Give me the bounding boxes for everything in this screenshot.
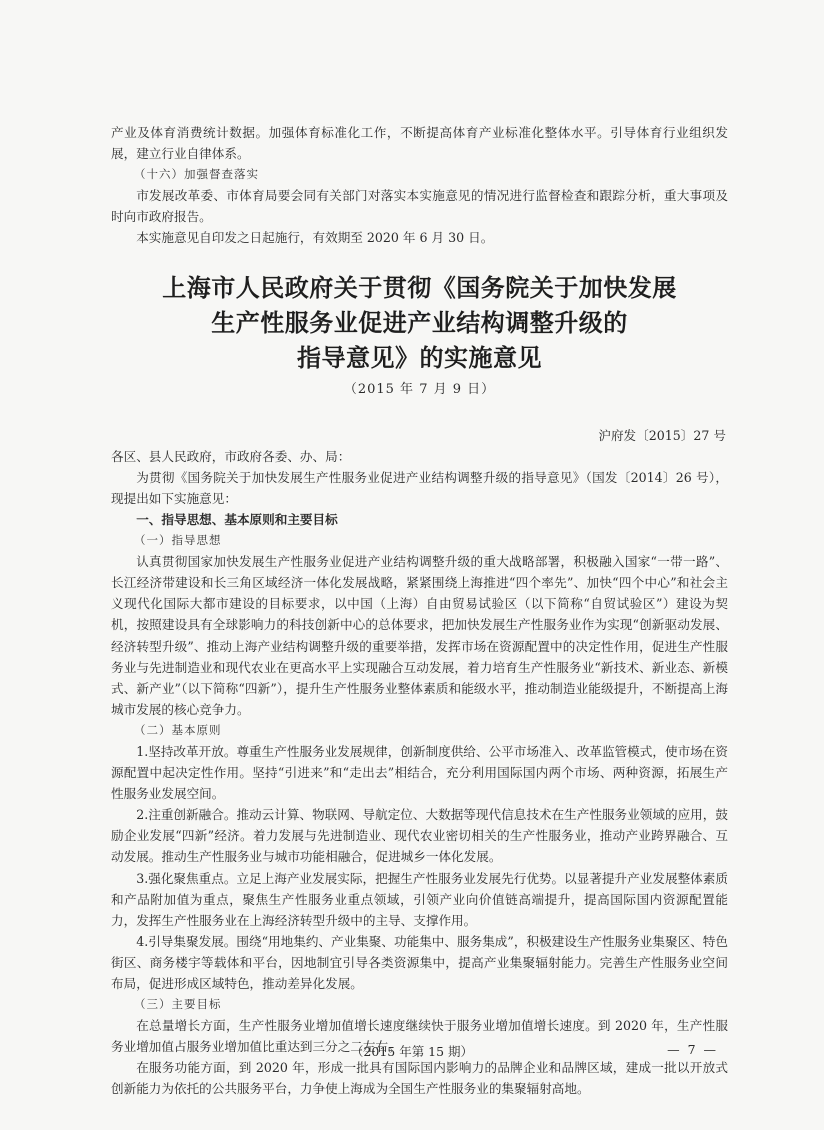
subsection-heading: （一）指导思想 <box>134 533 222 548</box>
intro-paragraph: 市发展改革委、市体育局要会同有关部门对落实本实施意见的情况进行监督检查和跟踪分析，重大事项及时向市政府报告。 <box>111 188 728 225</box>
preamble-paragraph: 为贯彻《国务院关于加快发展生产性服务业促进产业结构调整升级的指导意见》（国发〔2014〕26 号），现提出如下实施意见： <box>111 469 728 506</box>
title-date: （2015 年 7 月 9 日） <box>343 381 496 397</box>
goal-paragraph: 在总量增长方面，生产性服务业增加值增长速度继续快于服务业增加值增长速度。到 2020 年，生产性服务业增加值占服务业增加值比重达到三分之二左右。 <box>111 1018 728 1055</box>
page-footer <box>0 1042 824 1062</box>
document-title <box>111 271 728 400</box>
principle-paragraph: 1.坚持改革开放。尊重生产性服务业发展规律，创新制度供给、公平市场准入、改革监管模式，使市场在资源配置中起决定性作用。坚持“引进来”和“走出去”相结合，充分利用国际国内两个市场、两种资源，拓展生产性服务业发展空间。 <box>111 743 728 802</box>
document-number: 沪府发〔2015〕27 号 <box>598 427 726 443</box>
subsection-heading: （二）基本原则 <box>134 722 222 737</box>
page-number: — 7 — <box>667 1042 718 1057</box>
issue-number: （2015 年第 15 期） <box>350 1044 474 1059</box>
principle-paragraph: 3.强化聚焦重点。立足上海产业发展实际，把握生产性服务业发展先行优势。以显著提升产业发展整体素质和产品附加值为重点，聚焦生产性服务业重点领域，引领产业向价值链高端提升，提高国际国内资源配置能力，发挥生产性服务业在上海经济转型升级中的主导、支撑作用。 <box>111 870 728 928</box>
subsection-heading: （十六）加强督查落实 <box>134 167 259 182</box>
effective-date-paragraph: 本实施意见自印发之日起施行，有效期至 2020 年 6 月 30 日。 <box>136 230 494 246</box>
subsection-heading: （三）主要目标 <box>134 997 222 1012</box>
title-line: 指导意见》的实施意见 <box>297 343 542 372</box>
principle-paragraph: 4.引导集聚发展。围绕“用地集约、产业集聚、功能集中、服务集成”，积极建设生产性服务业集聚区、特色街区、商务楼宇等载体和平台，因地制宜引导各类资源集中，提高产业集聚辐射能力。完善生产性服务业空间布局，促进形成区域特色，推动差异化发展。 <box>111 933 728 991</box>
addressee: 各区、县人民政府，市政府各委、办、局： <box>111 448 351 464</box>
guiding-ideology-paragraph: 认真贯彻国家加快发展生产性服务业促进产业结构调整升级的重大战略部署，积极融入国家“一带一路”、长江经济带建设和长三角区域经济一体化发展战略，紧紧围绕上海推进“四个率先”、加快“四个中心”和社会主义现代化国际大都市建设的目标要求，以中国（上海）自由贸易试验区（以下简称“自贸试验区”）建设为契机，按照建设具有全球影响力的科技创新中心的总体要求，把加快发展生产性服务业作为实现“创新驱动发展、经济转型升级”、推动上海产业结构调整升级的重要举措，发挥市场在资源配置中的决定性作用，促进生产性服务业与先进制造业和现代农业在更高水平上实现融合互动发展，着力培育生产性服务业“新技术、新业态、新模式、新产业”（以下简称“四新”），提升生产性服务业整体素质和能级水平，推动制造业能级提升，不断提高上海城市发展的核心竞争力。 <box>111 554 728 717</box>
goal-paragraph: 在服务功能方面，到 2020 年，形成一批具有国际国内影响力的品牌企业和品牌区域，建成一批以开放式创新能力为依托的公共服务平台，力争使上海成为全国生产性服务业的集聚辐射高地。 <box>111 1060 728 1097</box>
section-heading: 一、指导思想、基本原则和主要目标 <box>136 511 338 527</box>
principle-paragraph: 2.注重创新融合。推动云计算、物联网、导航定位、大数据等现代信息技术在生产性服务业领域的应用，鼓励企业发展“四新”经济。着力发展与先进制造业、现代农业密切相关的生产性服务业，推动产业跨界融合、互动发展。推动生产性服务业与城市功能相融合，促进城乡一体化发展。 <box>111 807 728 865</box>
intro-paragraph: 产业及体育消费统计数据。加强体育标准化工作，不断提高体育产业标准化整体水平。引导体育行业组织发展，建立行业自律体系。 <box>111 125 728 162</box>
title-line: 生产性服务业促进产业结构调整升级的 <box>211 308 628 337</box>
document-page <box>111 122 728 1100</box>
title-line: 上海市人民政府关于贯彻《国务院关于加快发展 <box>162 273 677 302</box>
